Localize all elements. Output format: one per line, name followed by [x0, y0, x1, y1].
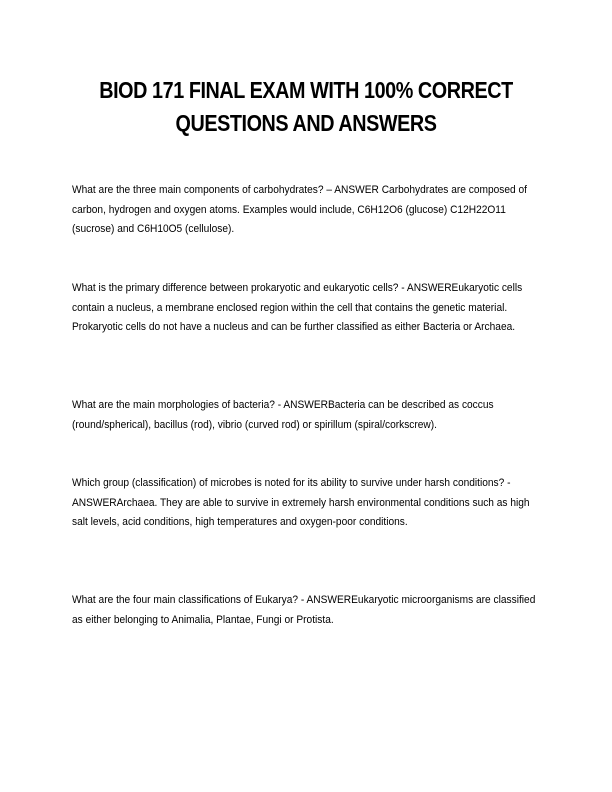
page-title	[94, 74, 517, 140]
answer-text: Bacteria can be described as coccus (round/spherical), bacillus (rod), vibrio (curved rod) or spirillum (spiral/corkscrew).	[72, 399, 494, 431]
question-text: Which group (classification) of microbes is noted for its ability to survive under harsh conditions? - ANSWER	[72, 477, 511, 509]
title-line-2: QUESTIONS AND ANSWERS	[175, 110, 437, 136]
answer-text: Archaea. They are able to survive in extremely harsh environmental conditions such as high salt levels, acid conditions, high temperatures and oxygen-poor conditions.	[72, 496, 530, 528]
qa-item	[72, 279, 542, 338]
answer-text: Eukaryotic microorganisms are classified as either belonging to Animalia, Plantae, Fungi or Protista.	[72, 594, 536, 626]
question-text: What are the main morphologies of bacteria? - ANSWER	[72, 399, 328, 411]
title-line-1: BIOD 171 FINAL EXAM WITH 100% CORRECT	[99, 77, 513, 103]
answer-text: Carbohydrates are composed of carbon, hydrogen and oxygen atoms. Examples would include, C6H12O6 (glucose) C12H22O11 (sucrose) and C6H10O5 (cellulose).	[72, 184, 527, 235]
qa-item	[72, 474, 542, 533]
question-text: What is the primary difference between prokaryotic and eukaryotic cells? - ANSWER	[72, 282, 452, 294]
answer-text: Eukaryotic cells contain a nucleus, a membrane enclosed region within the cell that contains the genetic material. Prokaryotic cells do not have a nucleus and can be further classified as either Bacteria or Archaea.	[72, 282, 523, 333]
question-text: What are the four main classifications of Eukarya? - ANSWER	[72, 594, 352, 606]
qa-item	[72, 396, 542, 435]
qa-item	[72, 591, 542, 630]
qa-item	[72, 181, 542, 240]
question-text: What are the three main components of carbohydrates? – ANSWER	[72, 184, 382, 196]
